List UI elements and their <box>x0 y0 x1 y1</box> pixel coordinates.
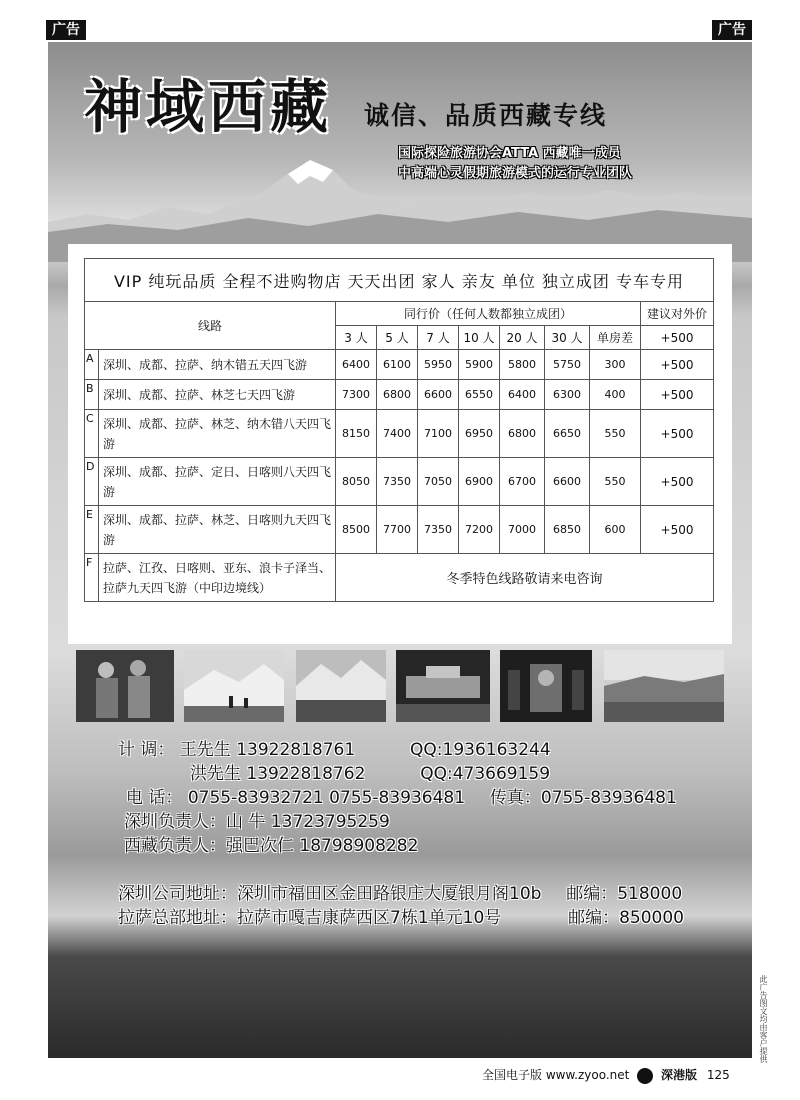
price-cell: 7350 <box>418 506 459 554</box>
price-table-panel <box>68 244 732 644</box>
photo-mountain-lake <box>296 650 386 722</box>
col-20: 20 人 <box>500 326 545 350</box>
table-row <box>85 458 714 506</box>
phone-label: 电 话： <box>126 788 183 808</box>
route-header: 线路 <box>85 302 336 350</box>
footer-site: 全国电子版 www.zyoo.net <box>482 1068 630 1082</box>
table-row <box>85 380 714 410</box>
price-cell: 5900 <box>459 350 500 380</box>
price-cell: 6650 <box>545 410 590 458</box>
price-cell: 6850 <box>545 506 590 554</box>
contact-person-wang: 王先生 13922818761 <box>179 740 356 760</box>
price-cell: 550 <box>590 410 641 458</box>
price-cell: 8150 <box>336 410 377 458</box>
route-code: B <box>85 380 99 410</box>
suggest-cell: +500 <box>641 410 714 458</box>
col-7: 7 人 <box>418 326 459 350</box>
price-cell: 6600 <box>545 458 590 506</box>
price-cell: 6900 <box>459 458 500 506</box>
price-cell: 7000 <box>500 506 545 554</box>
table-row <box>85 554 714 602</box>
price-cell: 6400 <box>336 350 377 380</box>
route-name: 深圳、成都、拉萨、林芝、纳木错八天四飞游 <box>99 410 336 458</box>
route-name: 深圳、成都、拉萨、纳木错五天四飞游 <box>99 350 336 380</box>
col-30: 30 人 <box>545 326 590 350</box>
address-block <box>118 882 684 930</box>
table-row <box>85 506 714 554</box>
suggest-cell: +500 <box>641 350 714 380</box>
suggest-price-header: 建议对外价 <box>641 302 714 326</box>
route-name: 深圳、成都、拉萨、定日、日喀则八天四飞游 <box>99 458 336 506</box>
side-disclaimer: 此广告图文均由客户提供 <box>759 975 768 1063</box>
col-10: 10 人 <box>459 326 500 350</box>
price-cell: 7200 <box>459 506 500 554</box>
price-cell: 7300 <box>336 380 377 410</box>
footer <box>482 1066 730 1084</box>
consult-label: 计 调： <box>118 740 175 760</box>
price-cell: 6800 <box>377 380 418 410</box>
route-code: A <box>85 350 99 380</box>
route-name: 深圳、成都、拉萨、林芝、日喀则九天四飞游 <box>99 506 336 554</box>
price-cell: 6400 <box>500 380 545 410</box>
route-code: E <box>85 506 99 554</box>
contact-block <box>118 738 677 858</box>
price-cell: 7700 <box>377 506 418 554</box>
price-cell: 7400 <box>377 410 418 458</box>
lhasa-address: 拉萨总部地址：拉萨市嘎吉康萨西区7栋1单元10号 <box>118 908 502 928</box>
qq-wang: QQ:1936163244 <box>410 740 551 760</box>
fax-number: 传真：0755-83936481 <box>489 788 677 808</box>
price-table <box>84 258 714 602</box>
footer-edition: 深港版 <box>661 1068 698 1082</box>
suggest-cell: +500 <box>641 380 714 410</box>
phone-numbers: 0755-83932721 0755-83936481 <box>187 788 466 808</box>
col-single-supplement: 单房差 <box>590 326 641 350</box>
photo-potala-palace <box>396 650 490 722</box>
price-cell: 300 <box>590 350 641 380</box>
col-5: 5 人 <box>377 326 418 350</box>
peer-price-header: 同行价（任何人数都独立成团） <box>336 302 641 326</box>
photo-snow-hikers <box>184 650 284 722</box>
photo-grassland <box>604 650 724 722</box>
route-name: 深圳、成都、拉萨、林芝七天四飞游 <box>99 380 336 410</box>
shenzhen-zipcode: 邮编：518000 <box>566 884 683 904</box>
price-cell: 6700 <box>500 458 545 506</box>
table-row <box>85 410 714 458</box>
price-cell: 7050 <box>418 458 459 506</box>
price-cell: 5750 <box>545 350 590 380</box>
price-cell: 8050 <box>336 458 377 506</box>
col-suggest: +500 <box>641 326 714 350</box>
ad-label-right: 广告 <box>712 20 752 40</box>
price-cell: 400 <box>590 380 641 410</box>
suggest-cell: +500 <box>641 458 714 506</box>
magazine-logo-icon <box>637 1068 653 1084</box>
tibet-manager: 西藏负责人：强巴次仁 18798908282 <box>124 836 419 856</box>
price-cell: 7100 <box>418 410 459 458</box>
lhasa-zipcode: 邮编：850000 <box>568 908 684 928</box>
table-row <box>85 350 714 380</box>
page-number: 125 <box>706 1068 730 1082</box>
ad-label-left: 广告 <box>46 20 86 40</box>
price-cell: 5800 <box>500 350 545 380</box>
price-cell: 550 <box>590 458 641 506</box>
col-3: 3 人 <box>336 326 377 350</box>
route-code: D <box>85 458 99 506</box>
slogan: 诚信、品质西藏专线 <box>364 101 608 130</box>
route-name: 拉萨、江孜、日喀则、亚东、浪卡子泽当、拉萨九天四飞游（中印边境线） <box>99 554 336 602</box>
contact-person-hong: 洪先生 13922818762 <box>190 764 366 784</box>
price-cell: 6300 <box>545 380 590 410</box>
qq-hong: QQ:473669159 <box>420 764 551 784</box>
price-cell: 6600 <box>418 380 459 410</box>
price-cell: 6950 <box>459 410 500 458</box>
features-banner: VIP 纯玩品质 全程不进购物店 天天出团 家人 亲友 单位 独立成团 专车专用 <box>85 259 714 302</box>
price-cell: 7350 <box>377 458 418 506</box>
advert-panel <box>48 42 752 1058</box>
subtitle-atta: 国际探险旅游协会ATTA 西藏唯一成员 <box>398 146 621 161</box>
price-cell: 5950 <box>418 350 459 380</box>
shenzhen-manager: 深圳负责人：山 牛 13723795259 <box>124 812 390 832</box>
price-cell: 8500 <box>336 506 377 554</box>
suggest-cell: +500 <box>641 506 714 554</box>
route-code: C <box>85 410 99 458</box>
photo-tibetan-people <box>76 650 174 722</box>
price-cell: 6100 <box>377 350 418 380</box>
price-cell: 600 <box>590 506 641 554</box>
subtitle-team: 中高端心灵假期旅游模式的运行专业团队 <box>398 166 633 181</box>
price-cell: 6550 <box>459 380 500 410</box>
price-cell: 6800 <box>500 410 545 458</box>
shenzhen-address: 深圳公司地址：深圳市福田区金田路银庄大厦银月阁10b <box>118 884 542 904</box>
route-code: F <box>85 554 99 602</box>
brand-title: 神域西藏 <box>84 73 333 141</box>
winter-route-note: 冬季特色线路敬请来电咨询 <box>336 554 714 602</box>
photo-temple-interior <box>500 650 592 722</box>
